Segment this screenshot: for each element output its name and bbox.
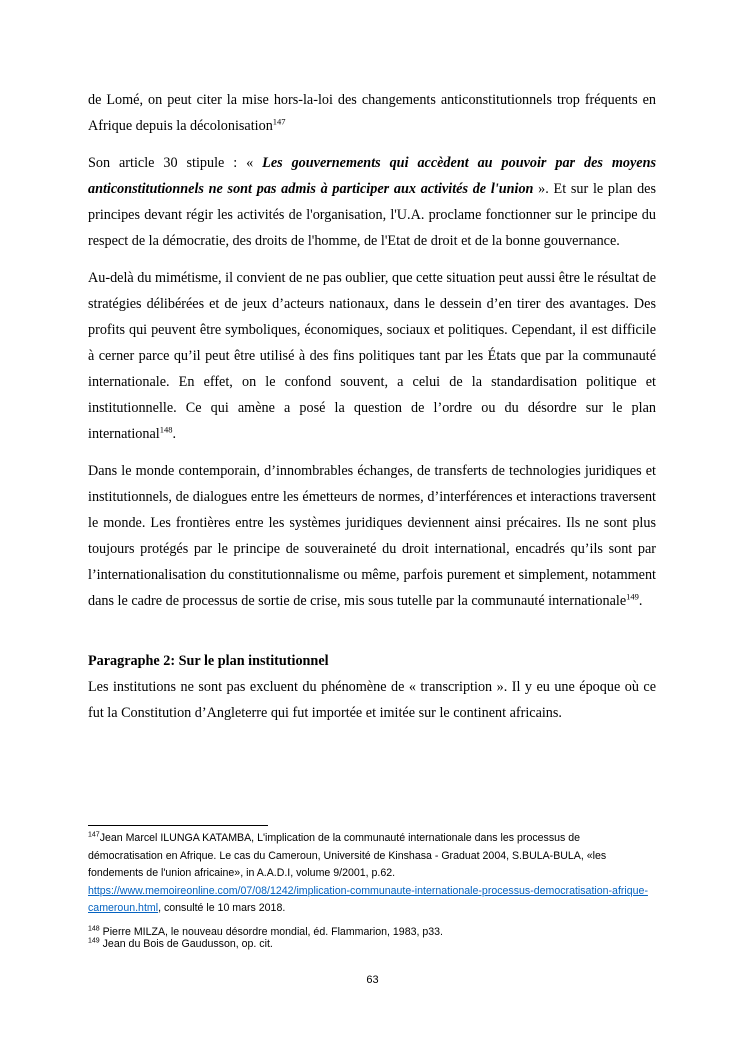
paragraph-2-tail: ». Et sur le plan des principes devant régir les activités de l'organisation, l'U.A. proclame fonctionner sur le principe du respect de la démocratie, des droits de l'homme, de l'Etat de droit et de la bonne gouvernance. bbox=[88, 181, 656, 249]
paragraph-4 bbox=[88, 458, 656, 614]
footnote-separator bbox=[88, 825, 268, 826]
paragraph-2 bbox=[88, 150, 656, 254]
paragraph-3-end: . bbox=[172, 426, 176, 442]
section-heading: Paragraphe 2: Sur le plan institutionnel bbox=[88, 653, 329, 669]
article-30-quote: Les gouvernements qui accèdent au pouvoir par des moyens anticonstitutionnels ne sont pas admis à participer aux activités de l'union bbox=[88, 155, 656, 197]
paragraph-5-text: Les institutions ne sont pas excluent du phénomène de « transcription ». Il y eu une époque où ce fut la Constitution d’Angleterre qui fut importée et imitée sur le continent africains. bbox=[88, 679, 656, 721]
footnote-text: Pierre MILZA, le nouveau désordre mondial, éd. Flammarion, 1983, p33. bbox=[99, 925, 443, 938]
paragraph-4-end: . bbox=[638, 593, 643, 609]
paragraph-1-text: de Lomé, on peut citer la mise hors-la-loi des changements anticonstitutionnels trop fréquents en Afrique depuis la décolonisation bbox=[88, 92, 656, 134]
footnote-147 bbox=[88, 830, 656, 918]
footnote-149 bbox=[88, 938, 656, 950]
footnote-text: Jean du Bois de Gaudusson, op. cit. bbox=[99, 937, 273, 950]
footnote-ref-149[interactable]: 149 bbox=[626, 591, 639, 602]
footnote-ref-148[interactable]: 148 bbox=[159, 424, 173, 435]
paragraph-3-text: Au-delà du mimétisme, il convient de ne pas oublier, que cette situation peut aussi être le résultat de stratégies délibérées et de jeux d’acteurs nationaux, dans le dessein d’en tirer des avantages. Des profits qui peuvent être symboliques, économiques, sociaux et politiques. Cependant, il est difficile à cerner parce qu’il peut être utilisé à des fins politiques tant par les États que par la communauté internationale. En effet, on le confond souvent, a celui de la standardisation politique et institutionnelle. Ce qui amène a posé la question de l’ordre ou du désordre sur le plan international bbox=[88, 270, 656, 442]
footnote-text: Jean Marcel ILUNGA KATAMBA, L'implication de la communauté internationale dans les processus de démocratisation en Afrique. Le cas du Cameroun, Université de Kinshasa - Graduat 2004, S.BULA-BULA, «les fondements de l'union africaine», in A.A.D.I, volume 9/2001, p.62. bbox=[88, 832, 607, 880]
footnote-text: , consulté le 10 mars 2018. bbox=[158, 902, 286, 915]
paragraph-1 bbox=[88, 87, 656, 139]
footnotes bbox=[88, 830, 656, 950]
footnote-number: 148 bbox=[88, 925, 100, 933]
page-body bbox=[88, 87, 656, 737]
paragraph-4-text: Dans le monde contemporain, d’innombrables échanges, de transferts de technologies juridiques et institutionnels, de dialogues entre les émetteurs de normes, d’interférences et interactions traversent le monde. Les frontières entre les systèmes juridiques deviennent ainsi précaires. Ils ne sont plus toujours protégés par le principe de souveraineté du droit international, encadrés qu’ils sont par l’internationalisation du constitutionnalisme ou même, parfois purement et simplement, notamment dans le cadre de processus de sortie de crise, mis sous tutelle par la communauté internationale bbox=[88, 463, 656, 609]
footnote-ref-147[interactable]: 147 bbox=[272, 116, 286, 127]
paragraph-5 bbox=[88, 674, 656, 726]
page-number: 63 bbox=[366, 974, 379, 986]
paragraph-3 bbox=[88, 265, 656, 447]
footnote-number: 147 bbox=[88, 831, 100, 839]
footnote-148 bbox=[88, 926, 656, 938]
footnote-link[interactable]: https://www.memoireonline.com/07/08/1242/implication-communaute-internationale-processus-democratisation-afrique-cameroun.html bbox=[88, 884, 648, 915]
paragraph-2-lead: Son article 30 stipule : « bbox=[88, 155, 263, 171]
footnote-number: 149 bbox=[88, 937, 100, 945]
